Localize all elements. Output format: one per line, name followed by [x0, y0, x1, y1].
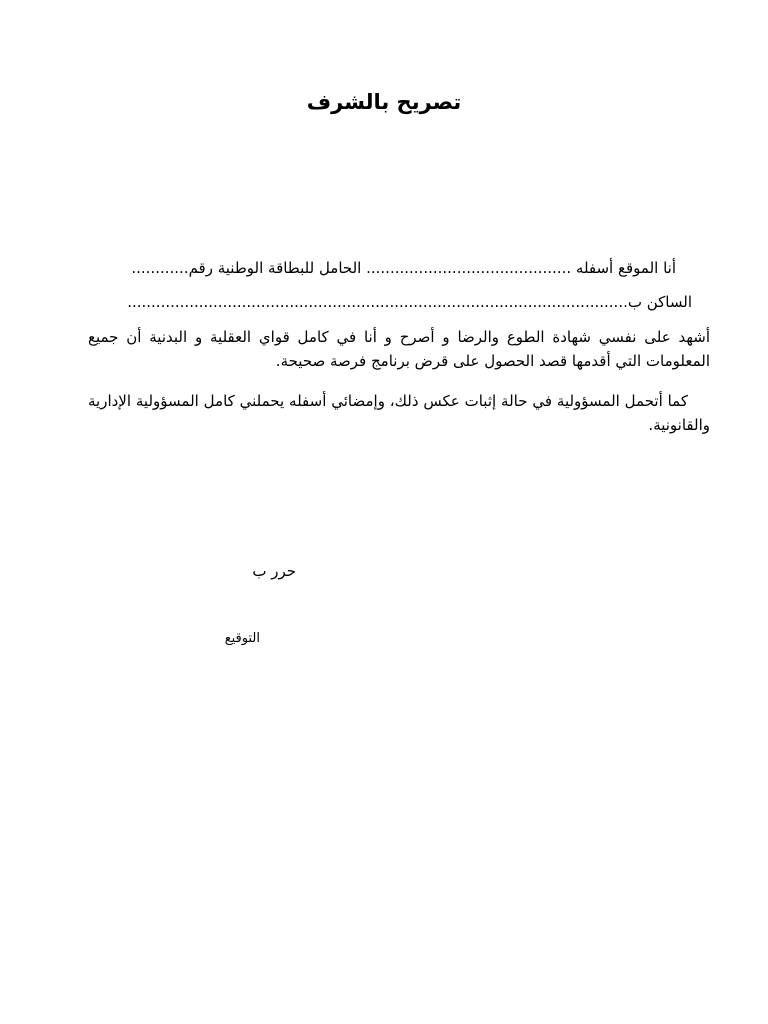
page-title: تصريح بالشرف	[306, 90, 462, 114]
place-label: حرر ب	[252, 562, 296, 580]
signatory-id-line: أنا الموقع أسفله ........................................... الحامل للبطاقة الوطنية رقم............	[131, 259, 676, 277]
signature-label: التوقيع	[224, 631, 260, 646]
responsibility-paragraph: كما أتحمل المسؤولية في حالة إثبات عكس ذلك، وإمضائي أسفله يحملني كامل المسؤولية الإدارية والقانونية.	[88, 392, 710, 434]
residence-line: الساكن ب.........................................................................................................	[127, 293, 692, 311]
declaration-paragraph: أشهد على نفسي شهادة الطوع والرضا و أصرح و أنا في كامل قواي العقلية و البدنية أن جميع المعلومات التي أقدمها قصد الحصول على قرض برنامج فرصة صحيحة.	[88, 328, 710, 370]
